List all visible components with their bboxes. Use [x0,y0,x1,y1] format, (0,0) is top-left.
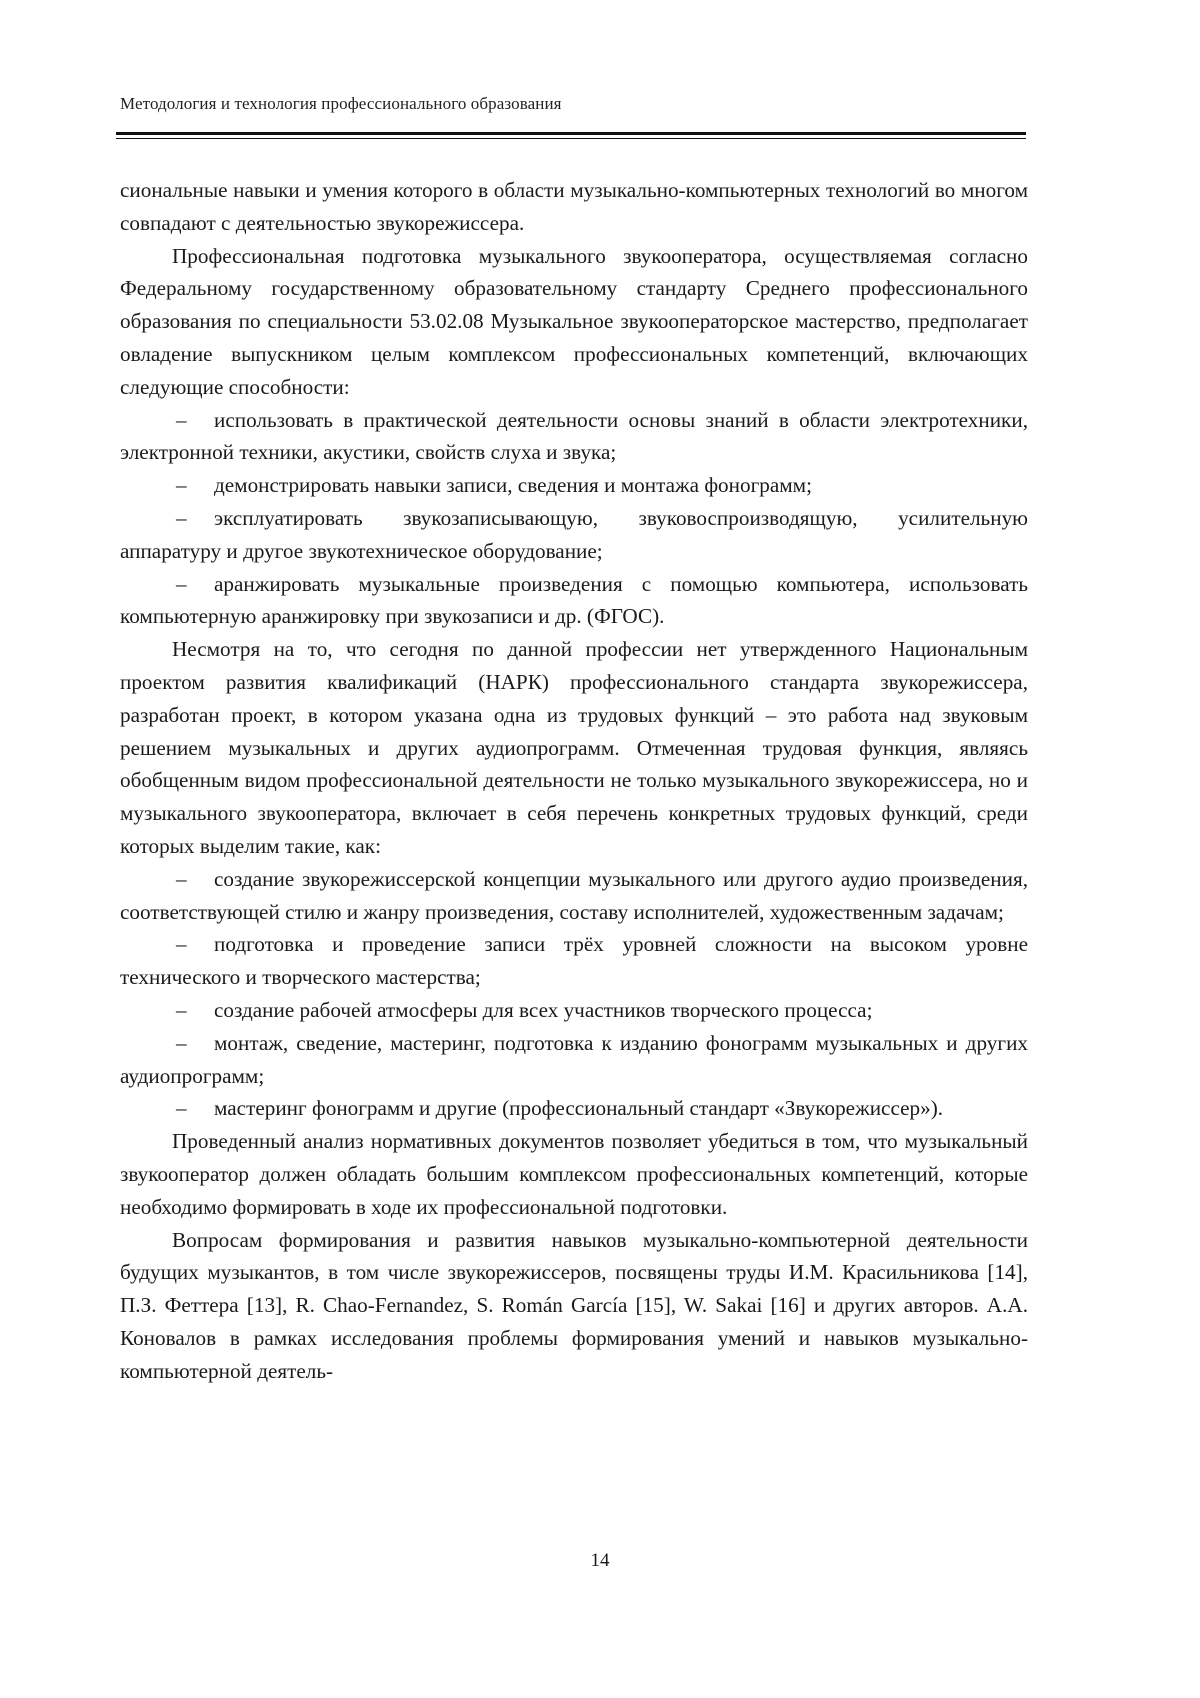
list-item [120,994,1028,1027]
list-item [120,1027,1028,1093]
body-text [120,174,1028,1387]
paragraph: сиональные навыки и умения которого в области музыкально-компьютерных технологий во многом совпадают с деятельностью звукорежиссера. [120,178,1028,235]
dash-marker: – [176,997,187,1022]
dash-marker: – [176,1096,187,1121]
dash-marker: – [176,571,187,596]
list-item-text: создание рабочей атмосферы для всех участников творческого процесса; [214,997,873,1022]
paragraph: Проведенный анализ нормативных документов позволяет убедиться в том, что музыкальный звукооператор должен обладать большим комплексом профессиональных компетенций, которые необходимо формировать в ходе их профессиональной подготовки. [120,1129,1028,1219]
list-item-text: аранжировать музыкальные произведения с помощью компьютера, использовать компьютерную аранжировку при звукозаписи и др. (ФГОС). [120,571,1028,629]
dash-marker: – [176,473,187,498]
list-item-text: создание звукорежиссерской концепции музыкального или другого аудио произведения, соответствующей стилю и жанру произведения, составу исполнителей, художественным задачам; [120,866,1028,924]
header-rule-thick [116,132,1026,135]
list-item [120,928,1028,994]
list-item [120,404,1028,470]
running-title: Методология и технология профессионального образования [120,94,562,113]
dash-marker: – [176,1030,187,1055]
list-item-text: эксплуатировать звукозаписывающую, звуковоспроизводящую, усилительную аппаратуру и другое звукотехническое оборудование; [120,505,1028,563]
list-item-text: демонстрировать навыки записи, сведения и монтажа фонограмм; [214,473,812,498]
paragraph: Несмотря на то, что сегодня по данной профессии нет утвержденного Национальным проектом развития квалификаций (НАРК) профессионального стандарта звукорежиссера, разработан проект, в котором указана одна из трудовых функций – это работа над звуковым решением музыкальных и других аудиопрограмм. Отмеченная трудовая функция, являясь обобщенным видом профессиональной деятельности не только музыкального звукорежиссера, но и музыкального звукооператора, включает в себя перечень конкретных трудовых функций, среди которых выделим такие, как: [120,637,1028,858]
list-item-text: использовать в практической деятельности основы знаний в области электротехники, электронной техники, акустики, свойств слуха и звука; [120,407,1028,465]
dash-marker: – [176,407,187,432]
list-item-text: мастеринг фонограмм и другие (профессиональный стандарт «Звукорежиссер»). [214,1096,944,1121]
page-number: 14 [590,1550,610,1571]
dash-marker: – [176,505,187,530]
list-item-text: монтаж, сведение, мастеринг, подготовка к изданию фонограмм музыкальных и других аудиопрограмм; [120,1030,1028,1088]
header-rule-thin [116,138,1026,139]
dash-marker: – [176,866,187,891]
list-item [120,863,1028,929]
list-item [120,502,1028,568]
list-item [120,568,1028,634]
list-item [120,469,1028,502]
paragraph: Профессиональная подготовка музыкального звукооператора, осуществляемая согласно Федеральному государственному образовательному стандарту Среднего профессионального образования по специальности 53.02.08 Музыкальное звукооператорское мастерство, предполагает овладение выпускником целым комплексом профессиональных компетенций, включающих следующие способности: [120,243,1028,399]
list-item-text: подготовка и проведение записи трёх уровней сложности на высоком уровне технического и творческого мастерства; [120,932,1028,990]
list-item [120,1092,1028,1125]
dash-marker: – [176,932,187,957]
paragraph: Вопросам формирования и развития навыков музыкально-компьютерной деятельности будущих музыкантов, в том числе звукорежиссеров, посвящены труды И.М. Красильникова [14], П.З. Феттера [13], R. Chao-Fernandez, S. Román García [15], W. Sakai [16] и других авторов. А.А. Коновалов в рамках исследования проблемы формирования умений и навыков музыкально-компьютерной деятель- [120,1227,1028,1383]
